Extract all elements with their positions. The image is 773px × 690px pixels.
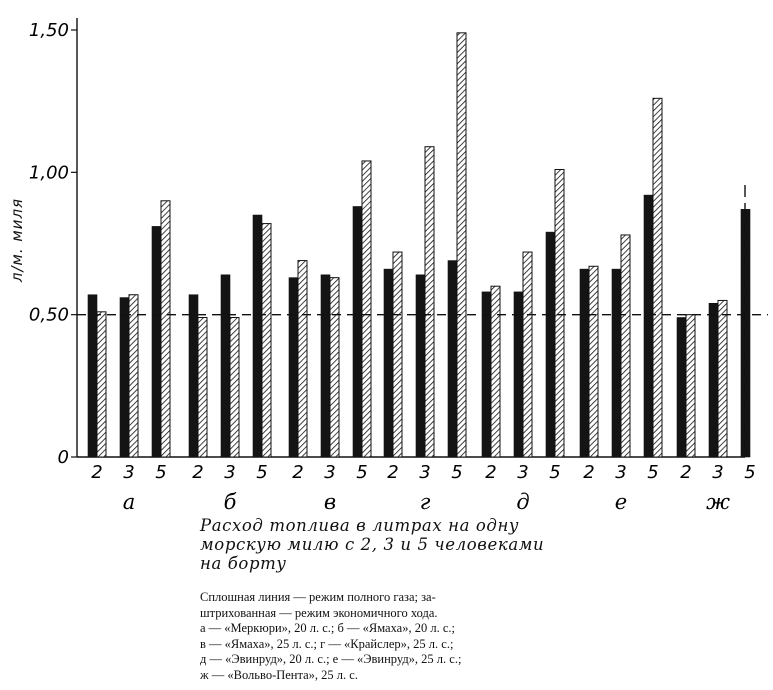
group-label: а — [122, 490, 136, 514]
bar-full-throttle — [353, 206, 362, 457]
x-tick-label: 3 — [712, 462, 724, 483]
bar-economy — [555, 169, 564, 457]
y-axis-label: л/м. миля — [8, 197, 26, 283]
bar-economy — [230, 318, 239, 457]
group-label: г — [419, 490, 431, 514]
group-label: д — [516, 490, 530, 514]
legend-line: д — «Эвинруд», 20 л. с.; е — «Эвинруд», 25 л. с.; — [200, 652, 462, 666]
legend-line: ж — «Вольво-Пента», 25 л. с. — [200, 667, 358, 682]
bar-economy — [362, 161, 371, 457]
bar-full-throttle — [253, 215, 262, 457]
x-tick-label: 3 — [224, 462, 236, 483]
legend-line: Сплошная линия — режим полного газа; за- — [200, 590, 436, 604]
legend-line: в — «Ямаха», 25 л. с.; г — «Крайслер», 25 л. с.; — [200, 636, 454, 651]
x-tick-label: 5 — [356, 462, 368, 483]
bar-economy — [523, 252, 532, 457]
x-tick-label: 3 — [517, 462, 529, 483]
x-tick-label: 3 — [615, 462, 627, 483]
bar-full-throttle — [221, 275, 230, 457]
x-tick-label: 5 — [549, 462, 561, 483]
bar-economy — [298, 261, 307, 457]
group-label: е — [614, 490, 628, 514]
bar-full-throttle — [88, 295, 97, 457]
x-tick-label: 2 — [387, 462, 399, 483]
bar-full-throttle — [514, 292, 523, 457]
bar-economy — [97, 312, 106, 457]
bar-economy — [621, 235, 630, 457]
x-tick-label: 2 — [91, 462, 103, 483]
caption-line: на борту — [200, 554, 287, 573]
bar-full-throttle — [416, 275, 425, 457]
bar-full-throttle — [189, 295, 198, 457]
y-axis-label-box — [2, 170, 32, 310]
bar-full-throttle — [120, 298, 129, 457]
bar-economy — [589, 266, 598, 457]
x-tick-label: 2 — [680, 462, 692, 483]
bar-economy — [653, 98, 662, 457]
bar-economy — [393, 252, 402, 457]
bar-full-throttle — [289, 278, 298, 457]
bar-economy — [161, 201, 170, 457]
legend-line: штрихованная — режим экономичного хода. — [200, 605, 438, 620]
x-tick-label: 2 — [583, 462, 595, 483]
bar-full-throttle — [448, 261, 457, 457]
group-label: б — [223, 490, 237, 514]
bar-full-throttle — [677, 318, 686, 457]
bar-full-throttle — [709, 303, 718, 457]
y-tick-label: 0 — [57, 447, 69, 468]
caption-line: Расход топлива в литрах на одну — [200, 516, 520, 535]
x-tick-label: 2 — [192, 462, 204, 483]
y-tick-label: 1,00 — [28, 162, 69, 184]
bar-full-throttle — [612, 269, 621, 457]
figure-caption — [200, 516, 600, 573]
bar-full-throttle — [384, 269, 393, 457]
bar-economy — [686, 315, 695, 457]
x-tick-label: 5 — [256, 462, 268, 483]
caption-line: морскую милю с 2, 3 и 5 человеками — [200, 535, 545, 554]
bar-full-throttle — [580, 269, 589, 457]
group-label: ж — [706, 490, 730, 514]
bar-economy — [330, 278, 339, 457]
bar-full-throttle — [482, 292, 491, 457]
y-tick-label: 0,50 — [28, 304, 69, 326]
x-tick-label: 5 — [744, 462, 756, 483]
bar-economy — [491, 286, 500, 457]
x-tick-label: 3 — [419, 462, 431, 483]
x-tick-label: 2 — [485, 462, 497, 483]
bar-economy — [718, 300, 727, 457]
bar-full-throttle — [321, 275, 330, 457]
bar-economy — [129, 295, 138, 457]
bar-economy — [198, 318, 207, 457]
bar-full-throttle — [644, 195, 653, 457]
x-tick-label: 2 — [292, 462, 304, 483]
legend-text — [200, 590, 600, 683]
x-tick-label: 5 — [451, 462, 463, 483]
x-tick-label: 3 — [123, 462, 135, 483]
x-tick-label: 5 — [155, 462, 167, 483]
bar-economy — [262, 224, 271, 457]
y-tick-label: 1,50 — [28, 20, 69, 41]
group-label: в — [323, 490, 337, 514]
bar-economy — [425, 147, 434, 457]
legend-line: а — «Меркюри», 20 л. с.; б — «Ямаха», 20 л. с.; — [200, 621, 455, 635]
bar-full-throttle — [152, 226, 161, 457]
x-tick-label: 3 — [324, 462, 336, 483]
x-tick-label: 5 — [647, 462, 659, 483]
bar-economy — [457, 33, 466, 457]
bar-full-throttle — [546, 232, 555, 457]
